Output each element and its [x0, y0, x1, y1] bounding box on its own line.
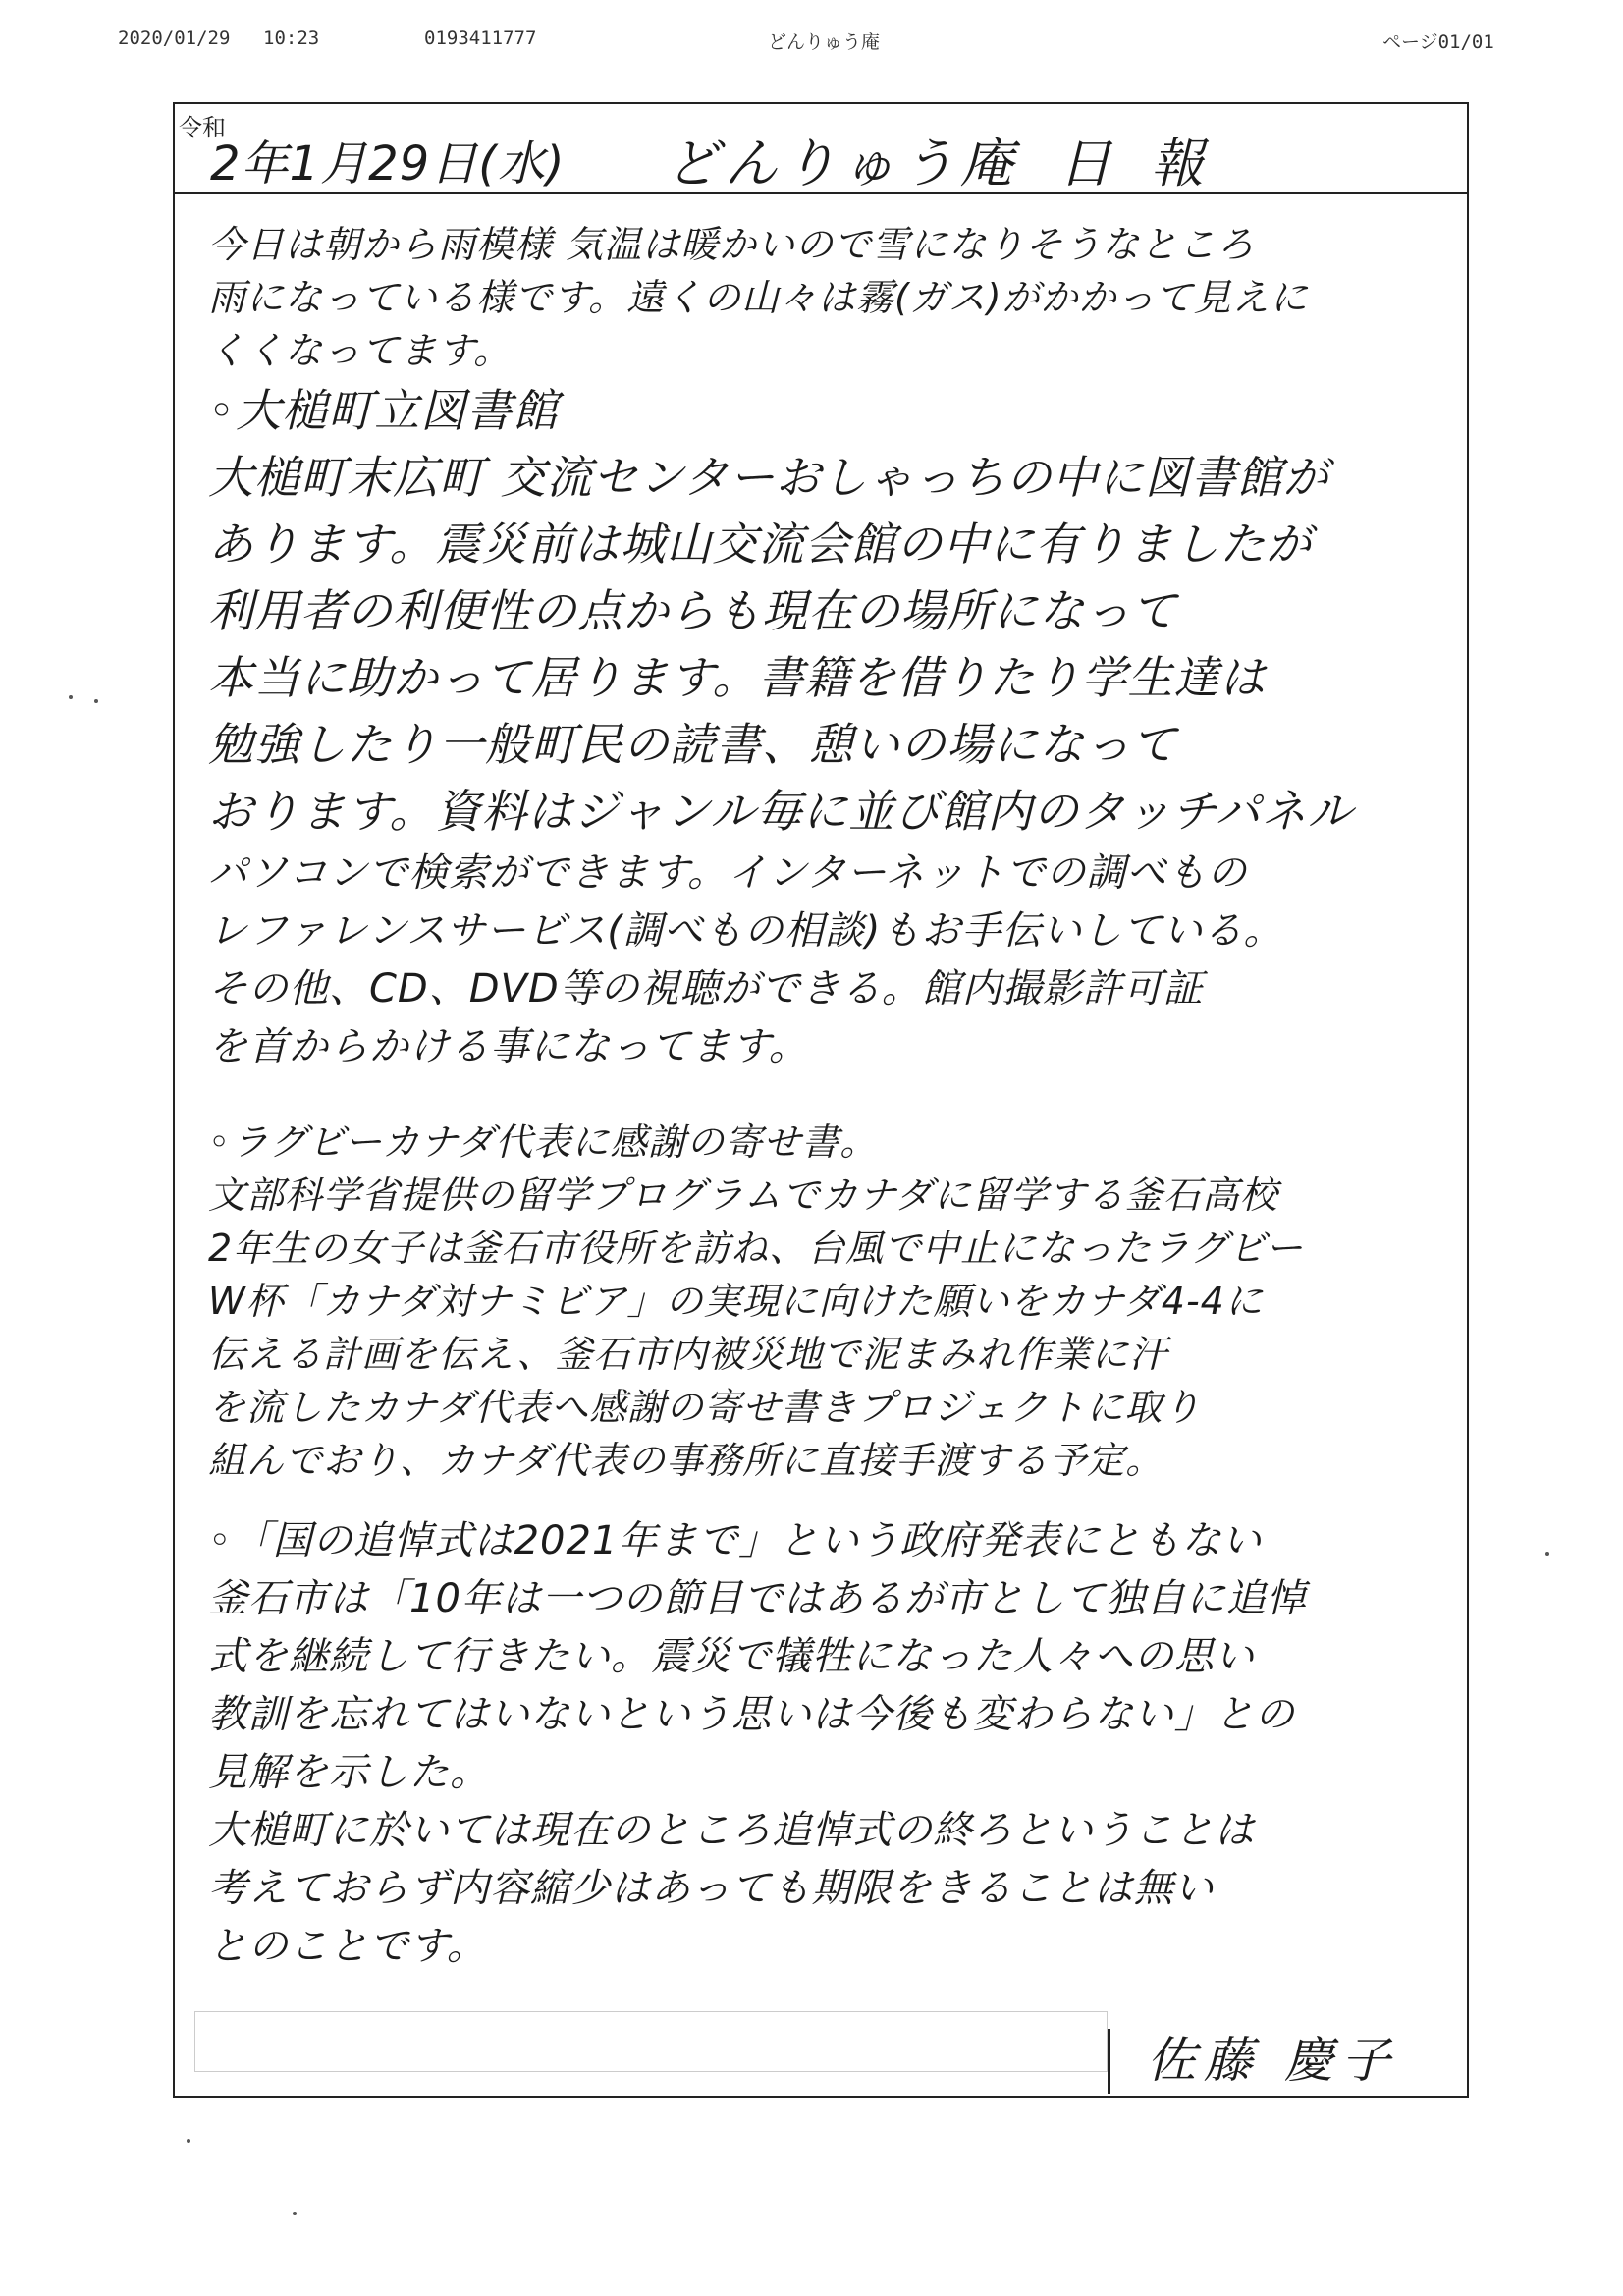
- report-label: 日報: [1058, 133, 1243, 194]
- scan-speck: [187, 2139, 190, 2143]
- report-date: 2年1月29日(水): [210, 137, 566, 191]
- library-line: を首からかける事になってます。: [208, 1024, 809, 1069]
- fax-header: [0, 27, 1623, 61]
- weather-line: 雨になっている様です。遠くの山々は霧(ガス)がかかって見えに: [208, 276, 1309, 319]
- fax-time: 10:23: [263, 27, 320, 49]
- library-line: 大槌町末広町 交流センターおしゃっちの中に図書館が: [208, 451, 1329, 504]
- fax-sender-name: どんりゅう庵: [768, 31, 881, 53]
- signature-row: [175, 2007, 1467, 2096]
- scan-speck: [293, 2212, 297, 2215]
- memorial-line: 教訓を忘れてはいないという思いは今後も変わらない」との: [208, 1692, 1295, 1737]
- rugby-line: 伝える計画を伝え、釜石市内被災地で泥まみれ作業に汗: [208, 1333, 1168, 1376]
- memorial-line: 釜石市は「10年は一つの節目ではあるが市として独自に追悼: [208, 1576, 1307, 1621]
- weather-line: 今日は朝から雨模様 気温は暖かいので雪になりそうなところ: [208, 223, 1256, 266]
- scan-speck: [94, 699, 98, 703]
- facility-name: どんりゅう庵: [666, 133, 1019, 194]
- rugby-heading: ◦ラグビーカナダ代表に感謝の寄せ書。: [208, 1121, 879, 1164]
- library-line: その他、CD、DVD等の視聴ができる。館内撮影許可証: [208, 966, 1204, 1011]
- library-line: パソコンで検索ができます。インターネットでの調べもの: [208, 850, 1248, 896]
- era-label: 令和: [179, 114, 226, 141]
- scan-speck: [69, 695, 73, 699]
- signature-divider: [1108, 2029, 1110, 2094]
- memorial-heading: ◦「国の追悼式は2021年まで」という政府発表にともない: [208, 1518, 1263, 1563]
- library-line: レファレンスサービス(調べもの相談)もお手伝いしている。: [208, 908, 1284, 954]
- rugby-line: 2年生の女子は釜石市役所を訪ね、台風で中止になったラグビー: [208, 1227, 1304, 1270]
- library-line: 本当に助かって居ります。書籍を借りたり学生達は: [208, 651, 1267, 704]
- library-heading: ◦大槌町立図書館: [208, 384, 560, 437]
- memorial-line: とのことです。: [208, 1924, 487, 1969]
- author-signature: 佐藤 慶子: [1147, 2032, 1398, 2089]
- memorial-line: 考えておらず内容縮少はあっても期限をきることは無い: [208, 1866, 1215, 1911]
- report-body: [208, 218, 1447, 2045]
- weather-line: くくなってます。: [208, 329, 512, 372]
- rugby-line: を流したカナダ代表へ感謝の寄せ書きプロジェクトに取り: [208, 1386, 1202, 1429]
- rugby-line: 文部科学省提供の留学プログラムでカナダに留学する釜石高校: [208, 1174, 1278, 1217]
- fax-page-number: ページ01/01: [1382, 31, 1494, 53]
- library-line: あります。震災前は城山交流会館の中に有りましたが: [208, 518, 1313, 571]
- rugby-line: 組んでおり、カナダ代表の事務所に直接手渡する予定。: [208, 1439, 1164, 1482]
- fax-phone-number: 0193411777: [424, 27, 537, 49]
- library-line: 勉強したり一般町民の読書、憩いの場になって: [208, 718, 1177, 771]
- stamp-area: [194, 2011, 1108, 2072]
- library-line: おります。資料はジャンル毎に並び館内のタッチパネル: [208, 785, 1354, 838]
- daily-report-form: [173, 102, 1469, 2098]
- fax-date: 2020/01/29: [118, 27, 231, 49]
- scan-speck: [1545, 1552, 1549, 1556]
- library-line: 利用者の利便性の点からも現在の場所になって: [208, 584, 1177, 637]
- report-title-row: [175, 104, 1467, 194]
- memorial-line: 大槌町に於いては現在のところ追悼式の終ろということは: [208, 1808, 1255, 1853]
- memorial-line: 式を継続して行きたい。震災で犠牲になった人々への思い: [208, 1634, 1255, 1679]
- rugby-line: W杯「カナダ対ナミビア」の実現に向けた願いをカナダ4-4に: [208, 1280, 1264, 1323]
- memorial-line: 見解を示した。: [208, 1750, 490, 1795]
